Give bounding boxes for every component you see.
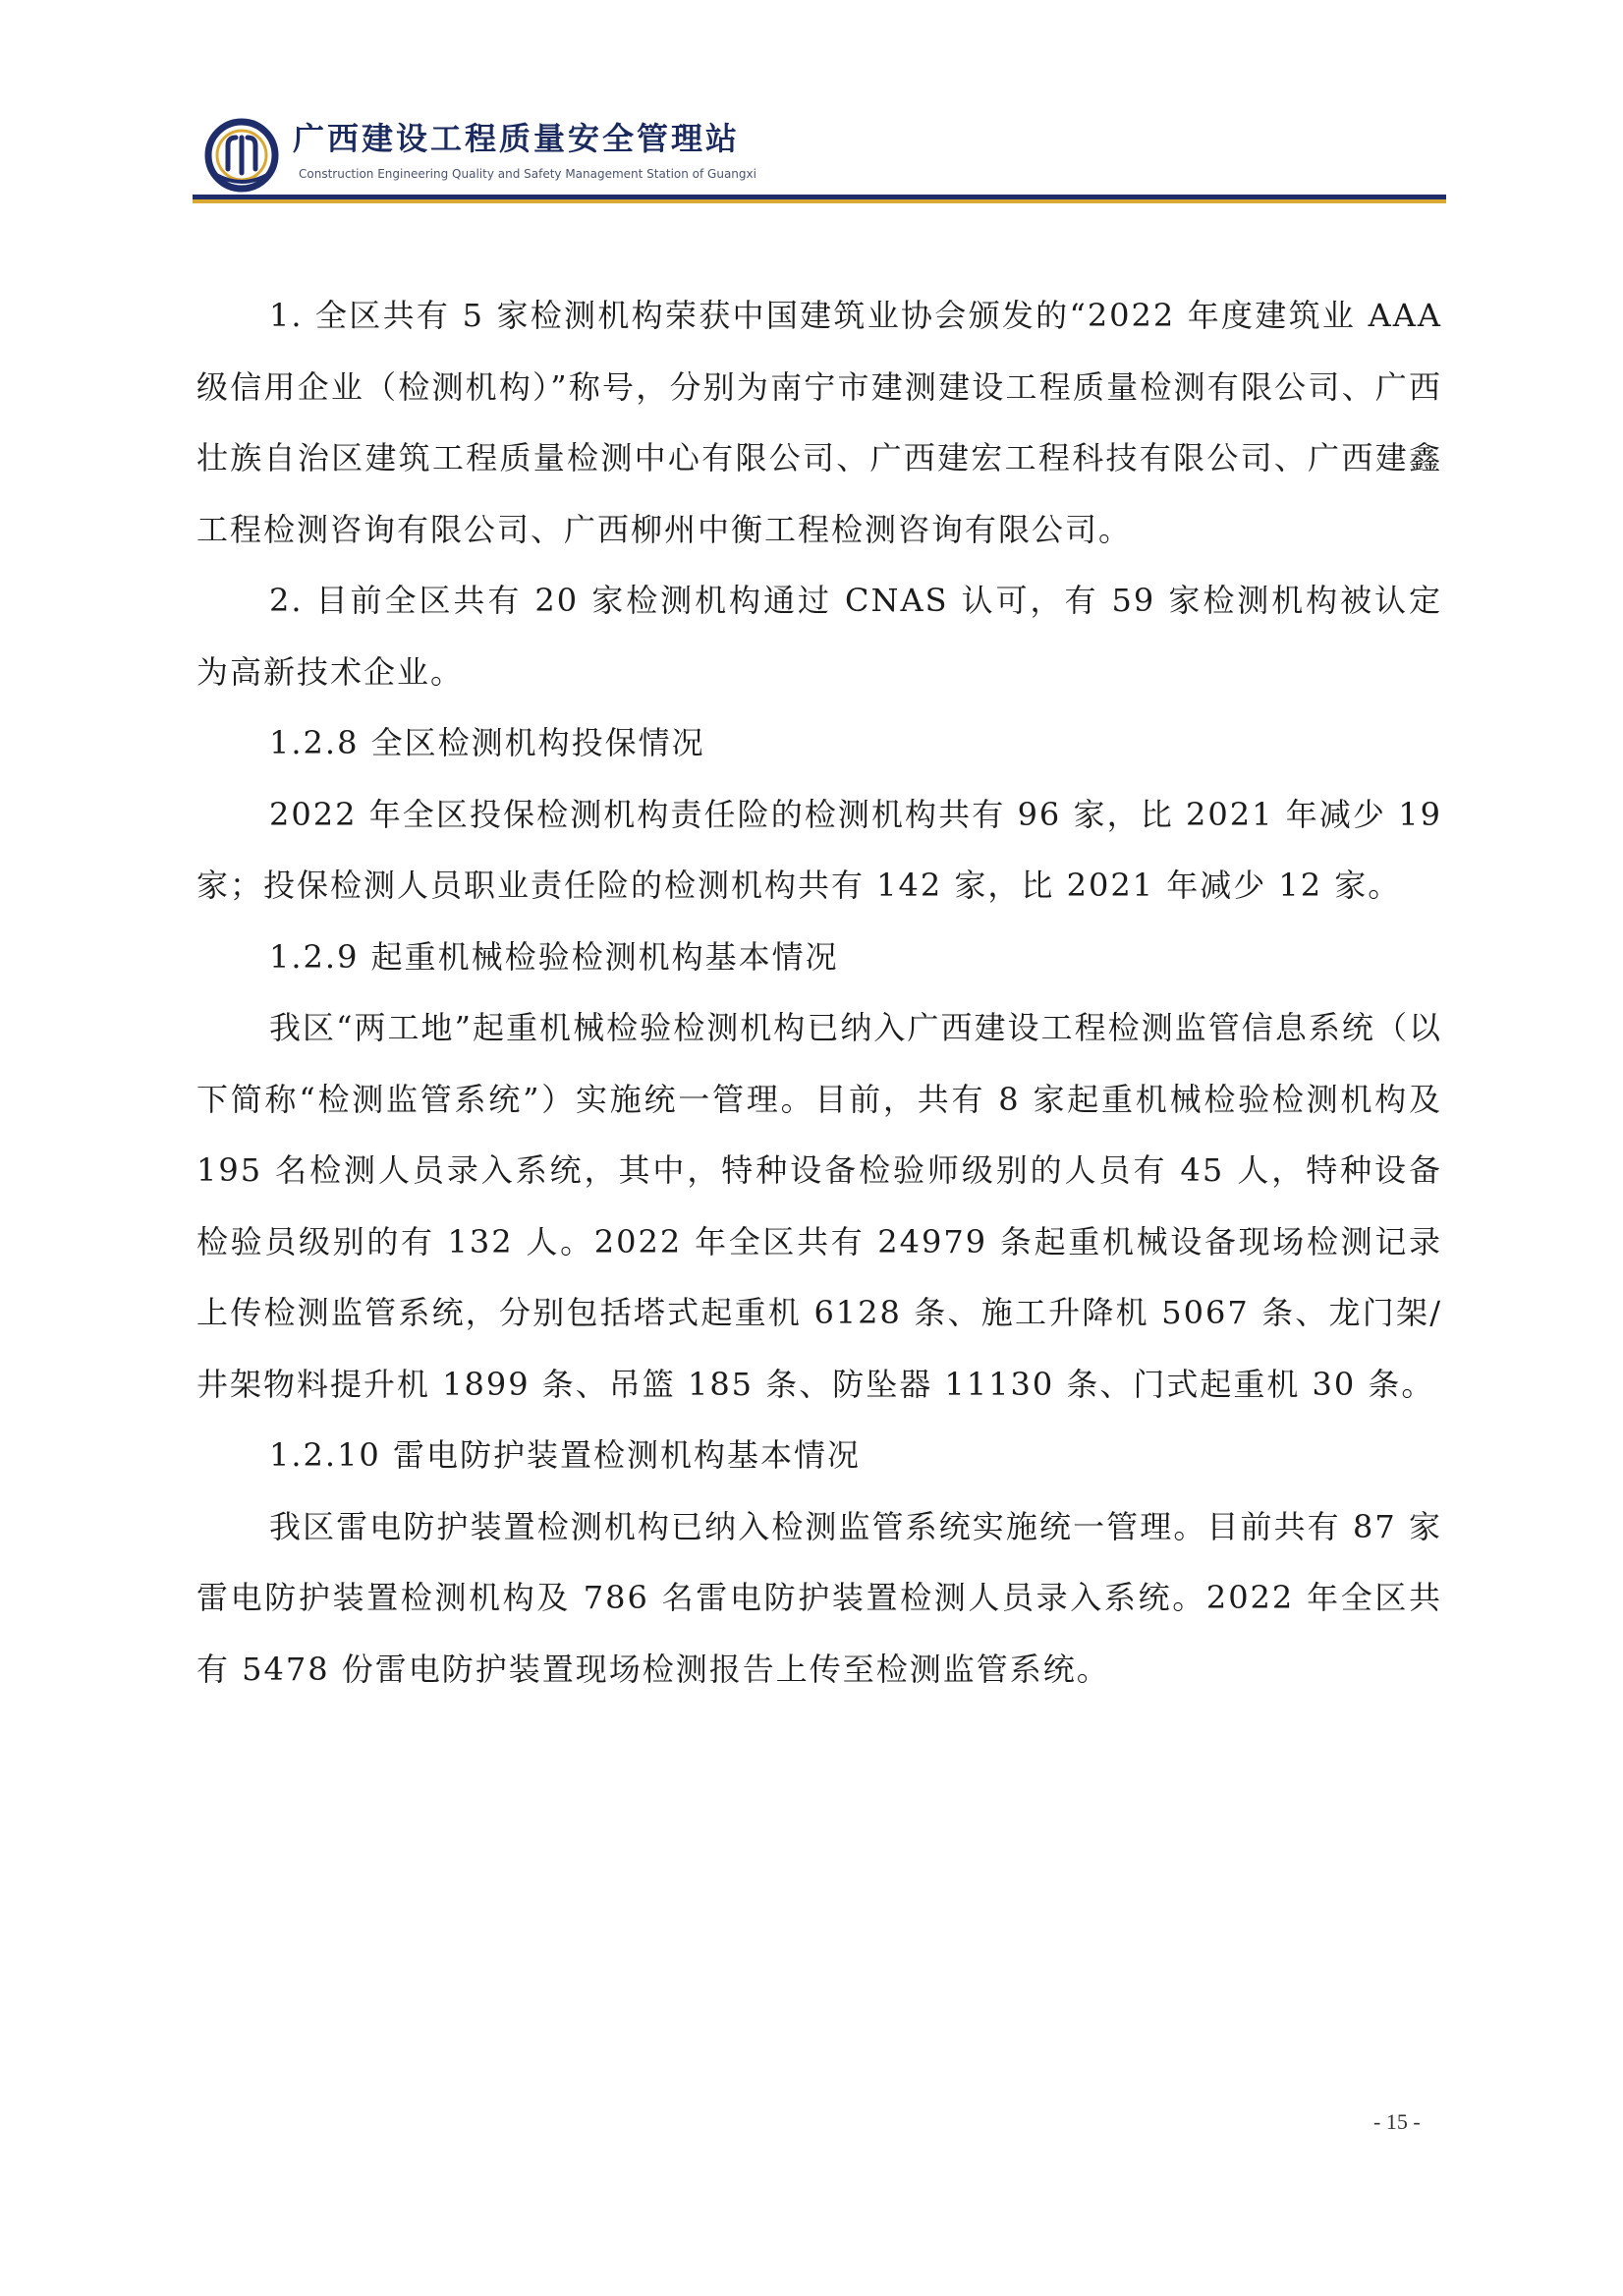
body-text	[196, 280, 1442, 1705]
header-rule-gold	[193, 199, 1446, 203]
paragraph-lightning-protection: 我区雷电防护装置检测机构已纳入检测监管系统实施统一管理。目前共有 87 家雷电防护装置检测机构及 786 名雷电防护装置检测人员录入系统。2022 年全区共有 5478 份雷电防护装置现场检测报告上传至检测监管系统。	[196, 1507, 1442, 1688]
section-heading-1-2-8: 1.2.8 全区检测机构投保情况	[269, 724, 705, 761]
paragraph-crane-inspection: 我区“两工地”起重机械检验检测机构已纳入广西建设工程检测监管信息系统（以下简称“检测监管系统”）实施统一管理。目前，共有 8 家起重机械检验检测机构及 195 名检测人员录入系统，其中，特种设备检验师级别的人员有 45 人，特种设备检验员级别的有 132 人。2022 年全区共有 24979 条起重机械设备现场检测记录上传检测监管系统，分别包括塔式起重机 6128 条、施工升降机 5067 条、龙门架/井架物料提升机 1899 条、吊篮 185 条、防坠器 11130 条、门式起重机 30 条。	[196, 1009, 1442, 1403]
paragraph-cnas-count: 2. 目前全区共有 20 家检测机构通过 CNAS 认可，有 59 家检测机构被认定为高新技术企业。	[196, 582, 1442, 691]
paragraph-insurance: 2022 年全区投保检测机构责任险的检测机构共有 96 家，比 2021 年减少 19 家；投保检测人员职业责任险的检测机构共有 142 家，比 2021 年减少 12 家。	[196, 795, 1442, 904]
gxjz-logo-icon	[202, 116, 281, 195]
section-heading-1-2-10: 1.2.10 雷电防护装置检测机构基本情况	[269, 1436, 861, 1474]
page-number: - 15 -	[1373, 2109, 1421, 2134]
header-title: 广西建设工程质量安全管理站	[293, 120, 741, 157]
page-header	[193, 110, 1446, 208]
header-subtitle: Construction Engineering Quality and Safety Management Station of Guangxi	[299, 167, 756, 181]
section-heading-1-2-9: 1.2.9 起重机械检验检测机构基本情况	[269, 937, 839, 976]
paragraph-cnas-award: 1. 全区共有 5 家检测机构荣获中国建筑业协会颁发的“2022 年度建筑业 AAA 级信用企业（检测机构）”称号，分别为南宁市建测建设工程质量检测有限公司、广西壮族自治区建筑工程质量检测中心有限公司、广西建宏工程科技有限公司、广西建鑫工程检测咨询有限公司、广西柳州中衡工程检测咨询有限公司。	[196, 297, 1442, 548]
